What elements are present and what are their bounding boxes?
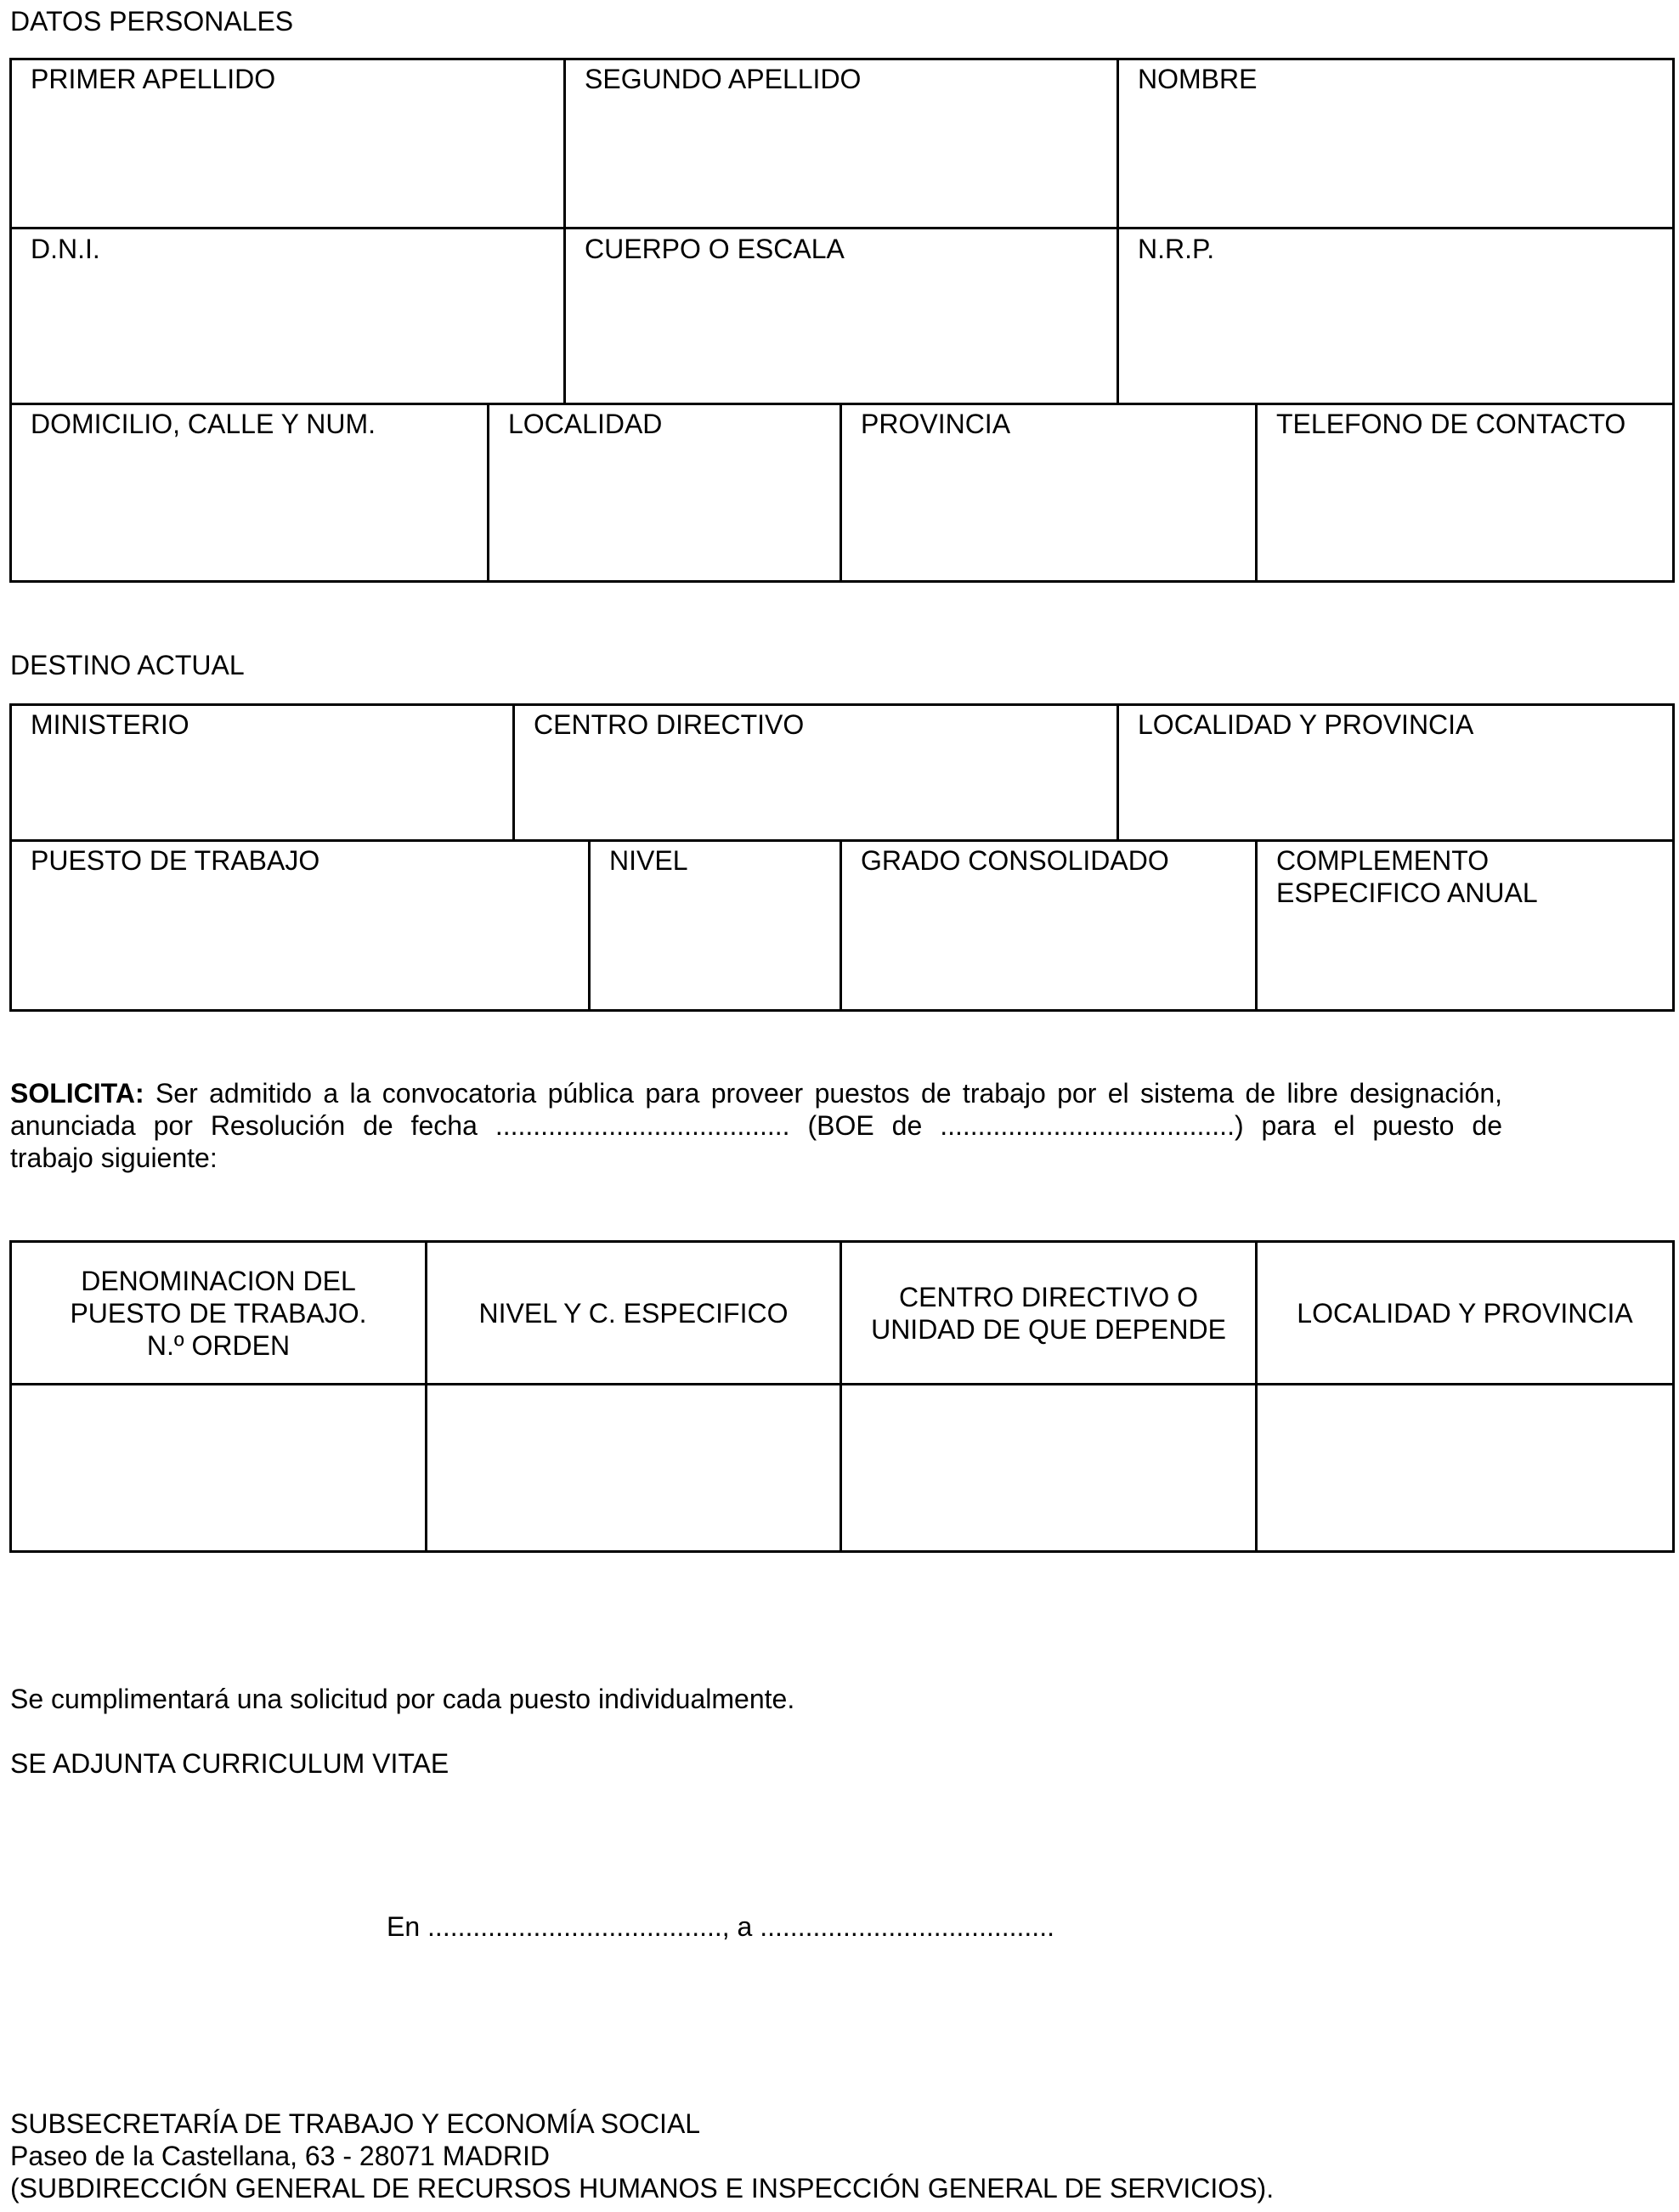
puesto-trabajo-label: PUESTO DE TRABAJO [31, 845, 320, 876]
localidad-provincia-label: LOCALIDAD Y PROVINCIA [1138, 709, 1474, 740]
localidad-field[interactable] [489, 405, 840, 580]
ministerio-label: MINISTERIO [31, 709, 189, 740]
nivel-especifico-header: NIVEL Y C. ESPECIFICO [478, 1297, 789, 1329]
place-date-line: En ......................................., a ....................................... [387, 1911, 1054, 1942]
centro-directivo-input[interactable] [842, 1385, 1255, 1550]
complemento-especifico-field[interactable] [1258, 842, 1672, 1009]
primer-apellido-field[interactable] [12, 60, 563, 227]
cuerpo-escala-label: CUERPO O ESCALA [585, 234, 845, 264]
denominacion-header: DENOMINACION DEL PUESTO DE TRABAJO. N.º ORDEN [70, 1265, 367, 1361]
solicita-line3: trabajo siguiente: [10, 1143, 218, 1173]
nivel-field[interactable] [591, 842, 840, 1009]
dni-field[interactable] [12, 230, 563, 403]
solicita-line2: anunciada por Resolución de fecha ....................................... (BOE de .......................................) para el puesto de [10, 1110, 1502, 1141]
curriculum-note: SE ADJUNTA CURRICULUM VITAE [10, 1748, 449, 1779]
complemento-especifico-label: COMPLEMENTO ESPECIFICO ANUAL [1276, 845, 1538, 908]
domicilio-label: DOMICILIO, CALLE Y NUM. [31, 409, 376, 439]
solicita-paragraph [10, 1077, 1502, 1174]
domicilio-field[interactable] [12, 405, 487, 580]
localidad-provincia-header: LOCALIDAD Y PROVINCIA [1297, 1297, 1633, 1329]
ministerio-field[interactable] [12, 706, 512, 839]
puesto-trabajo-field[interactable] [12, 842, 588, 1009]
grado-consolidado-label: GRADO CONSOLIDADO [861, 845, 1169, 876]
denominacion-input[interactable] [12, 1385, 425, 1550]
telefono-label: TELEFONO DE CONTACTO [1276, 409, 1626, 439]
primer-apellido-label: PRIMER APELLIDO [31, 64, 276, 94]
footer-department: (SUBDIRECCIÓN GENERAL DE RECURSOS HUMANOS E INSPECCIÓN GENERAL DE SERVICIOS). [10, 2173, 1275, 2204]
centro-directivo-field[interactable] [515, 706, 1117, 839]
nombre-field[interactable] [1119, 60, 1672, 227]
telefono-field[interactable] [1258, 405, 1672, 580]
centro-directivo-label: CENTRO DIRECTIVO [534, 709, 805, 740]
solicita-line1: Ser admitido a la convocatoria pública para proveer puestos de trabajo por el sistema de libre designación, [144, 1078, 1502, 1109]
destino-actual-title: DESTINO ACTUAL [10, 650, 245, 680]
localidad-provincia-input[interactable] [1258, 1385, 1672, 1550]
footer-address: Paseo de la Castellana, 63 - 28071 MADRID [10, 2141, 551, 2171]
dni-label: D.N.I. [31, 234, 100, 264]
divider [9, 227, 1675, 229]
segundo-apellido-field[interactable] [566, 60, 1117, 227]
cuerpo-escala-field[interactable] [566, 230, 1117, 403]
provincia-field[interactable] [842, 405, 1255, 580]
footer-ministry: SUBSECRETARÍA DE TRABAJO Y ECONOMÍA SOCIAL [10, 2108, 701, 2139]
nrp-field[interactable] [1119, 230, 1672, 403]
individual-note: Se cumplimentará una solicitud por cada puesto individualmente. [10, 1684, 795, 1714]
provincia-label: PROVINCIA [861, 409, 1011, 439]
localidad-label: LOCALIDAD [508, 409, 663, 439]
nrp-label: N.R.P. [1138, 234, 1215, 264]
solicita-label: SOLICITA: [10, 1078, 144, 1109]
nivel-especifico-input[interactable] [427, 1385, 840, 1550]
nombre-label: NOMBRE [1138, 64, 1258, 94]
datos-personales-title: DATOS PERSONALES [10, 6, 294, 37]
segundo-apellido-label: SEGUNDO APELLIDO [585, 64, 862, 94]
grado-consolidado-field[interactable] [842, 842, 1255, 1009]
centro-directivo-header: CENTRO DIRECTIVO O UNIDAD DE QUE DEPENDE [871, 1281, 1226, 1345]
nivel-label: NIVEL [609, 845, 688, 876]
localidad-provincia-field[interactable] [1119, 706, 1672, 839]
